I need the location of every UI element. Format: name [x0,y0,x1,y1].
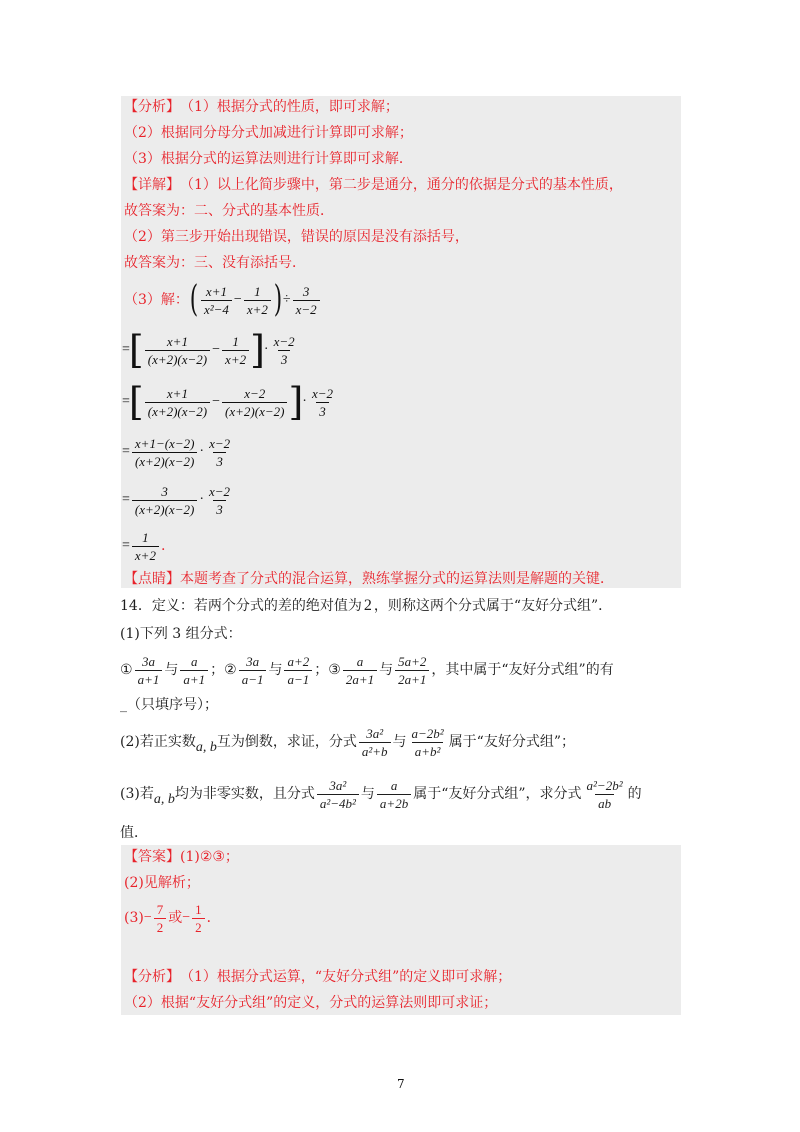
opt3-frac-a: $\frac{a}{2a+1}$ [343,653,377,688]
step1-frac-c: $\frac{x-2}{3}$ [273,333,295,367]
sub3-frac-c: $\frac{\text{a²−2b²}}{ab}$ [586,777,623,811]
analysis-line-3: （3）根据分式的运算法则进行计算即可求解． [124,151,413,167]
step-1: = [ $\frac{x+1}{(x+2)(x-2)}$ − $\frac{1}{x+2}$ ] · $\frac{x-2}{3}$ [122,330,300,370]
answer-2: (2)见解析； [124,875,200,891]
solve-expression: （3）解： ( $\frac{x+1}{\text{x²−4}}$ − $\frac{1}{x+2}$ ) ÷ $\frac{3}{x-2}$ [124,280,322,320]
and-1: 与 [164,662,179,678]
sub2-b: 互为倒数，求证，分式 [216,734,357,750]
frac-1-x2: $\frac{1}{x+2}$ [244,283,271,318]
step5-frac: $\frac{1}{x+2}$ [132,529,159,564]
answer-3: (3) − $\frac{7}{2}$ 或 − $\frac{1}{2}$ ． [124,901,221,935]
part2-analysis-tag: 【分析】 [124,969,180,985]
option-3-marker: ③ [328,662,341,678]
and-sub3: 与 [360,786,375,802]
answer-line-1: 故答案为：二、分式的基本性质． [124,203,334,219]
part2-analysis-1: （1）根据分式运算，“友好分式组”的定义即可求解； [180,969,512,985]
part2-analysis-line-1 [124,966,511,988]
sub2-frac-b: $\frac{\text{a−2b²}}{\text{a+b²}}$ [411,725,444,759]
step1-frac-a: $\frac{x+1}{(x+2)(x-2)}$ [145,333,210,368]
step1-frac-b: $\frac{1}{x+2}$ [222,333,249,368]
answer-3-frac-a: $\frac{7}{2}$ [154,901,167,936]
sub2-vars: a, b [195,740,217,755]
analysis-line-1 [124,96,399,118]
paren-right: ) [273,279,283,320]
semicolon-1: ； [210,662,225,678]
q14-stem-two: 2 [363,597,372,614]
comment-line [124,568,614,590]
detail-tag: 【详解】 [124,177,180,193]
sub3-d: 的 [627,786,642,802]
detail-line-2: （2）第三步开始出现错误，错误的原因是没有添括号， [124,229,469,245]
part2-analysis-line-2: （2）根据“友好分式组”的定义，分式的运算法则即可求证； [124,995,498,1011]
q14-options [120,650,614,690]
frac-3-xm2: $\frac{3}{x-2}$ [293,283,320,318]
opt1-frac-a: $\frac{3a}{a+1}$ [135,653,163,688]
bracket-right-2: ] [288,380,304,424]
analysis-text-1: （1）根据分式的性质，即可求解； [180,99,399,115]
step-4: = $\frac{3}{(x+2)(x-2)}$ · $\frac{x-2}{3}$ [122,480,235,520]
step-5: = $\frac{1}{x+2}$ . [122,529,166,563]
answer-line [124,846,239,868]
sub3-frac-b: $\frac{a}{a+2b}$ [377,777,411,812]
step-3: = $\frac{x+1-(x-2)}{(x+2)(x-2)}$ · $\frac{x-2}{3}$ [122,432,235,472]
answer-3-or: 或 [168,910,183,926]
option-2-marker: ② [224,662,237,678]
detail-text-1: （1）以上化简步骤中，第二步是通分，通分的依据是分式的基本性质， [180,177,623,193]
bracket-right: ] [250,328,265,372]
opt1-frac-b: $\frac{a}{a+1}$ [180,653,208,688]
step3-frac-a: $\frac{x+1-(x-2)}{(x+2)(x-2)}$ [132,435,198,470]
and-2: 与 [268,662,283,678]
step2-frac-a: $\frac{x+1}{(x+2)(x-2)}$ [145,385,210,420]
comment-tag: 【点睛】 [124,571,180,587]
answer-3-prefix: (3) [124,910,144,926]
q14-stem [120,595,612,617]
sub3-b: 均为非零实数，且分式 [174,786,315,802]
answer-3-end: ． [206,910,221,926]
solve-label: （3）解： [124,292,189,308]
q14-sub3-end: 值． [120,825,148,841]
sub3-vars: a, b [153,792,175,807]
analysis-tag: 【分析】 [124,99,180,115]
page-number: 7 [397,1077,405,1091]
answer-3-frac-b: $\frac{1}{2}$ [192,901,205,936]
bracket-left: [ [128,328,144,372]
comment-text: 本题考查了分式的混合运算，熟练掌握分式的运算法则是解题的关键． [180,571,614,587]
option-1-marker: ① [120,662,133,678]
step2-frac-b: $\frac{x-2}{(x+2)(x-2)}$ [222,385,287,420]
detail-line-1 [124,174,623,196]
q14-sub2 [120,722,575,762]
and-sub2: 与 [392,734,407,750]
sub3-a: (3)若 [120,786,154,802]
answer-line-2: 故答案为：三、没有添括号． [124,255,306,271]
frac-x1-x2m4: $\frac{x+1}{\text{x²−4}}$ [201,283,232,318]
sub2-a: (2)若正实数 [120,734,196,750]
step-2: = [ $\frac{x+1}{(x+2)(x-2)}$ − $\frac{x-2}{(x+2)(x-2)}$ ] · $\frac{x-2}{3}$ [122,382,338,422]
bracket-left-2: [ [128,380,144,424]
and-3: 与 [379,662,394,678]
step3-frac-b: $\frac{x-2}{3}$ [209,435,231,469]
sub2-c: 属于“友好分式组”； [448,734,576,750]
q14-sub1: (1)下列 3 组分式： [120,626,242,642]
sub3-c: 属于“友好分式组”，求分式 [413,786,582,802]
semicolon-2: ； [314,662,329,678]
step2-frac-c: $\frac{x-2}{3}$ [311,385,333,419]
opt2-frac-a: $\frac{3a}{a-1}$ [239,653,267,688]
opt3-frac-b: $\frac{5a+2}{2a+1}$ [395,653,429,688]
step4-frac-a: $\frac{3}{(x+2)(x-2)}$ [132,483,197,518]
answer-1: (1)②③； [180,849,239,865]
sub2-frac-a: $\frac{\text{3a²}}{\text{a²+b}}$ [359,725,391,760]
q14-stem-a: 14．定义：若两个分式的差的绝对值为 [120,598,362,614]
answer-tag: 【答案】 [124,849,180,865]
options-tail: ，其中属于“友好分式组”的有 [431,662,614,678]
q14-blank-line: _（只填序号）； [120,697,218,713]
step4-frac-b: $\frac{x-2}{3}$ [208,483,231,517]
analysis-line-2: （2）根据同分母分式加减进行计算即可求解； [124,125,413,141]
paren-left: ( [189,279,199,320]
q14-stem-b: ，则称这两个分式属于“友好分式组”． [373,598,613,614]
q14-sub3 [120,772,642,816]
opt2-frac-b: $\frac{a+2}{a-1}$ [284,653,312,688]
sub3-frac-a: $\frac{\text{3a²}}{\text{a²−4b²}}$ [317,777,359,812]
